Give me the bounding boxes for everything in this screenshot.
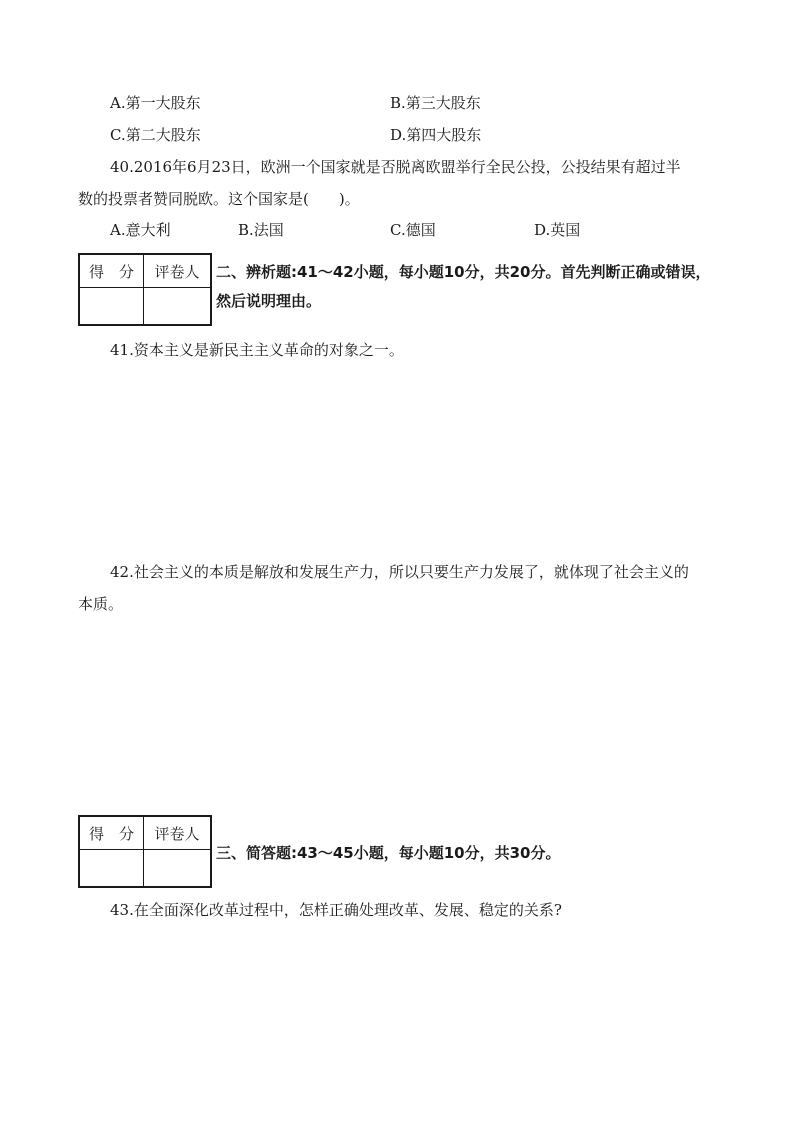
- grader-label: 评卷人: [144, 254, 212, 288]
- q40-option-c: C.德国: [390, 221, 436, 239]
- grader-cell: [144, 850, 212, 888]
- section2-title-line2: 然后说明理由。: [216, 292, 322, 310]
- q42-line1: 42.社会主义的本质是解放和发展生产力，所以只要生产力发展了，就体现了社会主义的: [110, 563, 689, 581]
- q42-line2: 本质。: [78, 595, 124, 613]
- score-label: 得 分: [79, 816, 144, 850]
- score-box-section2: [78, 253, 212, 326]
- q40-option-b: B.法国: [238, 221, 284, 239]
- grader-cell: [144, 288, 212, 326]
- grader-label: 评卷人: [144, 816, 212, 850]
- q40-stem-line1: 40.2016年6月23日，欧洲一个国家就是否脱离欧盟举行全民公投，公投结果有超过半: [110, 158, 681, 176]
- q41-text: 41.资本主义是新民主主义革命的对象之一。: [110, 341, 404, 359]
- q40-option-a: A.意大利: [110, 221, 171, 239]
- q40-option-d: D.英国: [534, 221, 581, 239]
- q39-option-a: A.第一大股东: [110, 94, 201, 112]
- score-box-section3: [78, 815, 212, 888]
- q39-option-c: C.第二大股东: [110, 126, 201, 144]
- section3-title: 三、简答题:43～45小题，每小题10分，共30分。: [216, 844, 561, 862]
- score-label: 得 分: [79, 254, 144, 288]
- section2-title-line1: 二、辨析题:41～42小题，每小题10分，共20分。首先判断正确或错误，: [216, 263, 711, 281]
- q43-text: 43.在全面深化改革过程中，怎样正确处理改革、发展、稳定的关系?: [110, 901, 562, 919]
- score-cell: [79, 850, 144, 888]
- q39-option-d: D.第四大股东: [390, 126, 482, 144]
- section2-title: [216, 258, 736, 316]
- q39-option-b: B.第三大股东: [390, 94, 481, 112]
- score-cell: [79, 288, 144, 326]
- q40-stem-line2: 数的投票者赞同脱欧。这个国家是( )。: [78, 190, 360, 208]
